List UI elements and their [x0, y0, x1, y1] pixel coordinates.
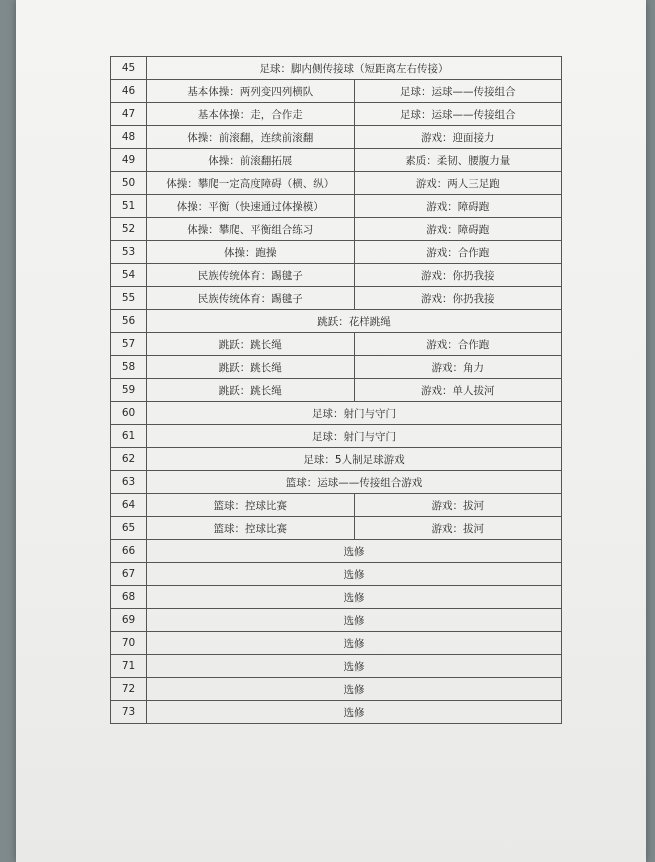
lesson-content-cell: 体操：平衡（快速通过体操模） — [147, 195, 355, 218]
lesson-content-cell: 跳跃：跳长绳 — [147, 333, 355, 356]
table-row — [111, 563, 562, 586]
lesson-content-cell: 足球：脚内侧传接球（短距离左右传接） — [147, 57, 562, 80]
table-row — [111, 379, 562, 402]
lesson-content-cell: 篮球：运球——传接组合游戏 — [147, 471, 562, 494]
lesson-secondary-cell: 游戏：障碍跑 — [354, 195, 562, 218]
lesson-content-cell: 体操：攀爬一定高度障碍（横、纵） — [147, 172, 355, 195]
lesson-number-cell: 67 — [111, 563, 147, 586]
table-row — [111, 494, 562, 517]
lesson-number-cell: 60 — [111, 402, 147, 425]
lesson-number-cell: 52 — [111, 218, 147, 241]
lesson-content-cell: 选修 — [147, 586, 562, 609]
lesson-content-cell: 选修 — [147, 563, 562, 586]
lesson-content-cell: 足球：射门与守门 — [147, 425, 562, 448]
lesson-secondary-cell: 游戏：合作跑 — [354, 241, 562, 264]
table-row — [111, 356, 562, 379]
lesson-secondary-cell: 游戏：单人拔河 — [354, 379, 562, 402]
lesson-number-cell: 71 — [111, 655, 147, 678]
lesson-number-cell: 55 — [111, 287, 147, 310]
lesson-number-cell: 48 — [111, 126, 147, 149]
lesson-secondary-cell: 游戏：你扔我接 — [354, 287, 562, 310]
table-row — [111, 218, 562, 241]
lesson-secondary-cell: 足球：运球——传接组合 — [354, 80, 562, 103]
table-row — [111, 333, 562, 356]
lesson-number-cell: 61 — [111, 425, 147, 448]
lesson-content-cell: 体操：前滚翻，连续前滚翻 — [147, 126, 355, 149]
lesson-secondary-cell: 游戏：迎面接力 — [354, 126, 562, 149]
lesson-secondary-cell: 游戏：拔河 — [354, 517, 562, 540]
table-row — [111, 701, 562, 724]
lesson-content-cell: 篮球：控球比赛 — [147, 517, 355, 540]
table-row — [111, 149, 562, 172]
lesson-number-cell: 56 — [111, 310, 147, 333]
lesson-content-cell: 基本体操：走，合作走 — [147, 103, 355, 126]
table-row — [111, 172, 562, 195]
lesson-number-cell: 68 — [111, 586, 147, 609]
lesson-secondary-cell: 游戏：两人三足跑 — [354, 172, 562, 195]
lesson-number-cell: 46 — [111, 80, 147, 103]
lesson-secondary-cell: 游戏：角力 — [354, 356, 562, 379]
table-row — [111, 540, 562, 563]
table-row — [111, 310, 562, 333]
table-row — [111, 632, 562, 655]
lesson-number-cell: 63 — [111, 471, 147, 494]
lesson-content-cell: 篮球：控球比赛 — [147, 494, 355, 517]
lesson-secondary-cell: 游戏：障碍跑 — [354, 218, 562, 241]
lesson-content-cell: 足球：射门与守门 — [147, 402, 562, 425]
table-row — [111, 655, 562, 678]
lesson-content-cell: 跳跃：跳长绳 — [147, 356, 355, 379]
lesson-number-cell: 62 — [111, 448, 147, 471]
lesson-number-cell: 50 — [111, 172, 147, 195]
lesson-secondary-cell: 游戏：合作跑 — [354, 333, 562, 356]
lesson-number-cell: 54 — [111, 264, 147, 287]
table-row — [111, 609, 562, 632]
lesson-number-cell: 70 — [111, 632, 147, 655]
lesson-content-cell: 民族传统体育：踢毽子 — [147, 264, 355, 287]
schedule-table — [110, 56, 562, 724]
lesson-number-cell: 65 — [111, 517, 147, 540]
table-row — [111, 402, 562, 425]
lesson-number-cell: 49 — [111, 149, 147, 172]
lesson-content-cell: 跳跃：跳长绳 — [147, 379, 355, 402]
table-row — [111, 678, 562, 701]
table-row — [111, 241, 562, 264]
lesson-content-cell: 基本体操：两列变四列横队 — [147, 80, 355, 103]
table-row — [111, 287, 562, 310]
document-page — [16, 0, 646, 862]
table-row — [111, 126, 562, 149]
lesson-content-cell: 选修 — [147, 701, 562, 724]
table-row — [111, 264, 562, 287]
lesson-number-cell: 69 — [111, 609, 147, 632]
lesson-number-cell: 58 — [111, 356, 147, 379]
lesson-content-cell: 选修 — [147, 655, 562, 678]
lesson-content-cell: 体操：跑操 — [147, 241, 355, 264]
lesson-number-cell: 59 — [111, 379, 147, 402]
lesson-number-cell: 72 — [111, 678, 147, 701]
lesson-secondary-cell: 足球：运球——传接组合 — [354, 103, 562, 126]
table-row — [111, 195, 562, 218]
lesson-content-cell: 选修 — [147, 632, 562, 655]
lesson-content-cell: 选修 — [147, 678, 562, 701]
lesson-number-cell: 51 — [111, 195, 147, 218]
table-row — [111, 425, 562, 448]
lesson-content-cell: 选修 — [147, 540, 562, 563]
table-row — [111, 448, 562, 471]
table-row — [111, 517, 562, 540]
lesson-number-cell: 53 — [111, 241, 147, 264]
schedule-table-body — [111, 57, 562, 724]
lesson-content-cell: 体操：前滚翻拓展 — [147, 149, 355, 172]
lesson-number-cell: 64 — [111, 494, 147, 517]
lesson-number-cell: 57 — [111, 333, 147, 356]
lesson-content-cell: 跳跃：花样跳绳 — [147, 310, 562, 333]
lesson-secondary-cell: 素质：柔韧、腰腹力量 — [354, 149, 562, 172]
table-row — [111, 57, 562, 80]
lesson-secondary-cell: 游戏：你扔我接 — [354, 264, 562, 287]
lesson-content-cell: 民族传统体育：踢毽子 — [147, 287, 355, 310]
lesson-content-cell: 足球：5人制足球游戏 — [147, 448, 562, 471]
lesson-number-cell: 45 — [111, 57, 147, 80]
lesson-content-cell: 选修 — [147, 609, 562, 632]
lesson-number-cell: 73 — [111, 701, 147, 724]
table-row — [111, 80, 562, 103]
lesson-content-cell: 体操：攀爬、平衡组合练习 — [147, 218, 355, 241]
lesson-number-cell: 66 — [111, 540, 147, 563]
table-row — [111, 586, 562, 609]
table-row — [111, 471, 562, 494]
table-row — [111, 103, 562, 126]
lesson-number-cell: 47 — [111, 103, 147, 126]
lesson-secondary-cell: 游戏：拔河 — [354, 494, 562, 517]
